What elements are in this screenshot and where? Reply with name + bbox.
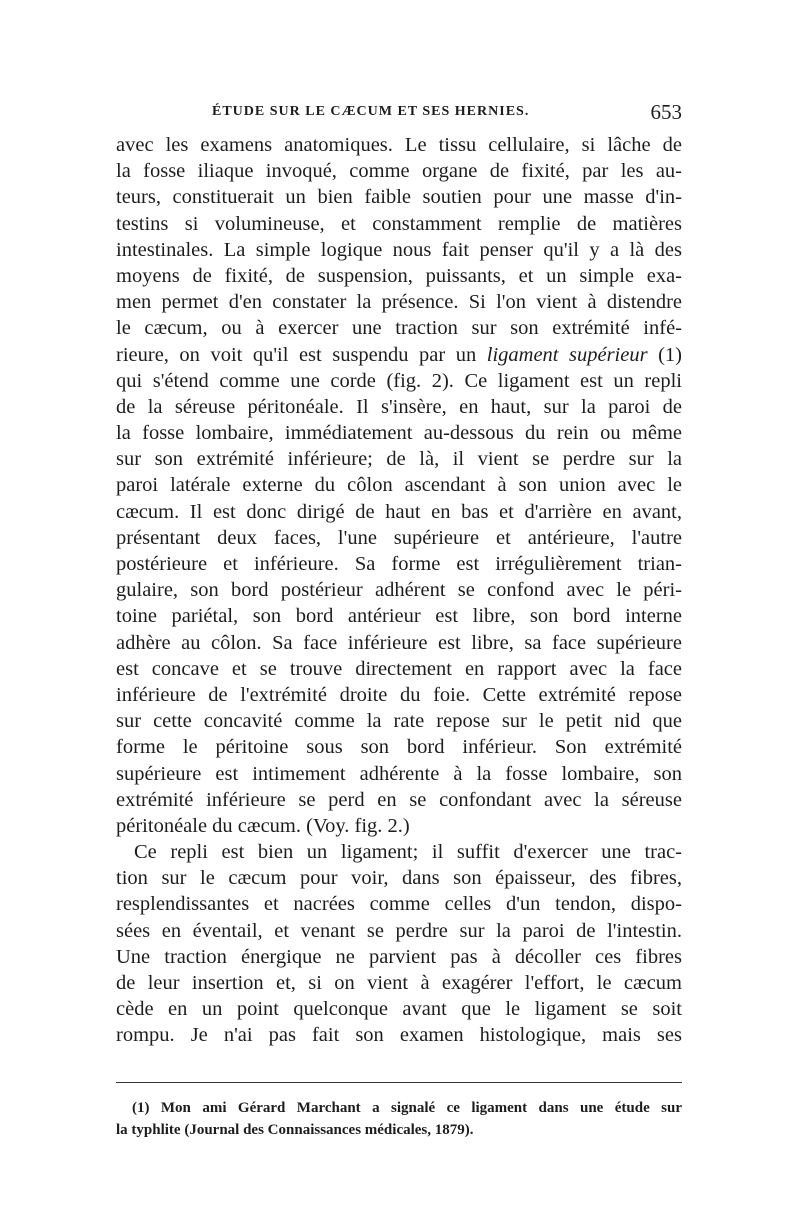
footnote-line: la typhlite (Journal des Connaissances médicales, 1879). (116, 1122, 474, 1138)
text-line: péritonéale du cæcum. (Voy. fig. 2.) (116, 814, 410, 837)
text-line: Une traction énergique ne parvient pas à décoller ces fibres (116, 945, 682, 968)
text-line: sées en éventail, et venant se perdre sur la paroi de l'intestin. (116, 919, 682, 942)
footnote (116, 1097, 682, 1141)
text-segment: rieure, on voit qu'il est suspendu par un (116, 343, 487, 366)
text-line: men permet d'en constater la présence. Si l'on vient à distendre (116, 291, 682, 314)
text-line: Ce repli est bien un ligament; il suffit d'exercer une trac- (134, 841, 682, 864)
text-line: de la séreuse péritonéale. Il s'insère, en haut, sur la paroi de (116, 395, 682, 418)
text-line: supérieure est intimement adhérente à la fosse lombaire, son (116, 762, 682, 785)
text-line: forme le péritoine sous son bord inférieur. Son extrémité (116, 736, 682, 759)
text-line: inférieure de l'extrémité droite du foie. Cette extrémité repose (116, 683, 682, 706)
text-line: est concave et se trouve directement en rapport avec la face (116, 657, 682, 680)
text-line: de leur insertion et, si on vient à exagérer l'effort, le cæcum (116, 972, 682, 994)
text-line: teurs, constituerait un bien faible soutien pour une masse d'in- (116, 186, 682, 209)
footnote-divider (116, 1082, 682, 1083)
footnote-line: (1) Mon ami Gérard Marchant a signalé ce ligament dans une étude sur (132, 1100, 682, 1116)
text-line: le cæcum, ou à exercer une traction sur son extrémité infé- (116, 317, 682, 340)
text-line: moyens de fixité, de suspension, puissants, et un simple exa- (116, 264, 682, 287)
text-line: sur cette concavité comme la rate repose sur le petit nid que (116, 710, 682, 733)
text-line: qui s'étend comme une corde (fig. 2). Ce ligament est un repli (116, 369, 682, 392)
text-line: cède en un point quelconque avant que le ligament se soit (116, 998, 682, 1021)
text-line: postérieure et inférieure. Sa forme est irrégulièrement trian- (116, 553, 682, 575)
text-line: la fosse iliaque invoqué, comme organe de fixité, par les au- (116, 160, 682, 183)
text-line: toine pariétal, son bord antérieur est libre, son bord interne (116, 605, 682, 628)
text-line: avec les examens anatomiques. Le tissu cellulaire, si lâche de (116, 134, 682, 156)
text-line (116, 342, 682, 368)
text-line: resplendissantes et nacrées comme celles d'un tendon, dispo- (116, 893, 682, 916)
text-line: cæcum. Il est donc dirigé de haut en bas et d'arrière en avant, (116, 500, 682, 523)
text-line: présentant deux faces, l'une supérieure et antérieure, l'autre (116, 526, 682, 549)
text-line: adhère au côlon. Sa face inférieure est libre, sa face supérieure (116, 631, 682, 654)
text-line: extrémité inférieure se perd en se confondant avec la séreuse (116, 788, 682, 811)
text-line: sur son extrémité inférieure; de là, il vient se perdre sur la (116, 448, 682, 471)
text-line: intestinales. La simple logique nous fait penser qu'il y a là des (116, 238, 682, 261)
running-title: ÉTUDE SUR LE CÆCUM ET SES HERNIES. (212, 104, 530, 119)
text-line: rompu. Je n'ai pas fait son examen histologique, mais ses (116, 1024, 682, 1047)
footnote-ref: (1) (647, 343, 682, 366)
text-line: tion sur le cæcum pour voir, dans son épaisseur, des fibres, (116, 867, 682, 890)
text-line: testins si volumineuse, et constamment remplie de matières (116, 212, 682, 235)
text-line: la fosse lombaire, immédiatement au-dessous du rein ou même (116, 422, 682, 445)
text-line: paroi latérale externe du côlon ascendant à son union avec le (116, 474, 682, 497)
body-text (116, 132, 682, 1049)
italic-term: ligament supérieur (486, 343, 648, 366)
page-number: 653 (650, 100, 682, 124)
text-line: gulaire, son bord postérieur adhérent se confond avec le péri- (116, 579, 682, 602)
page-header (116, 100, 682, 130)
